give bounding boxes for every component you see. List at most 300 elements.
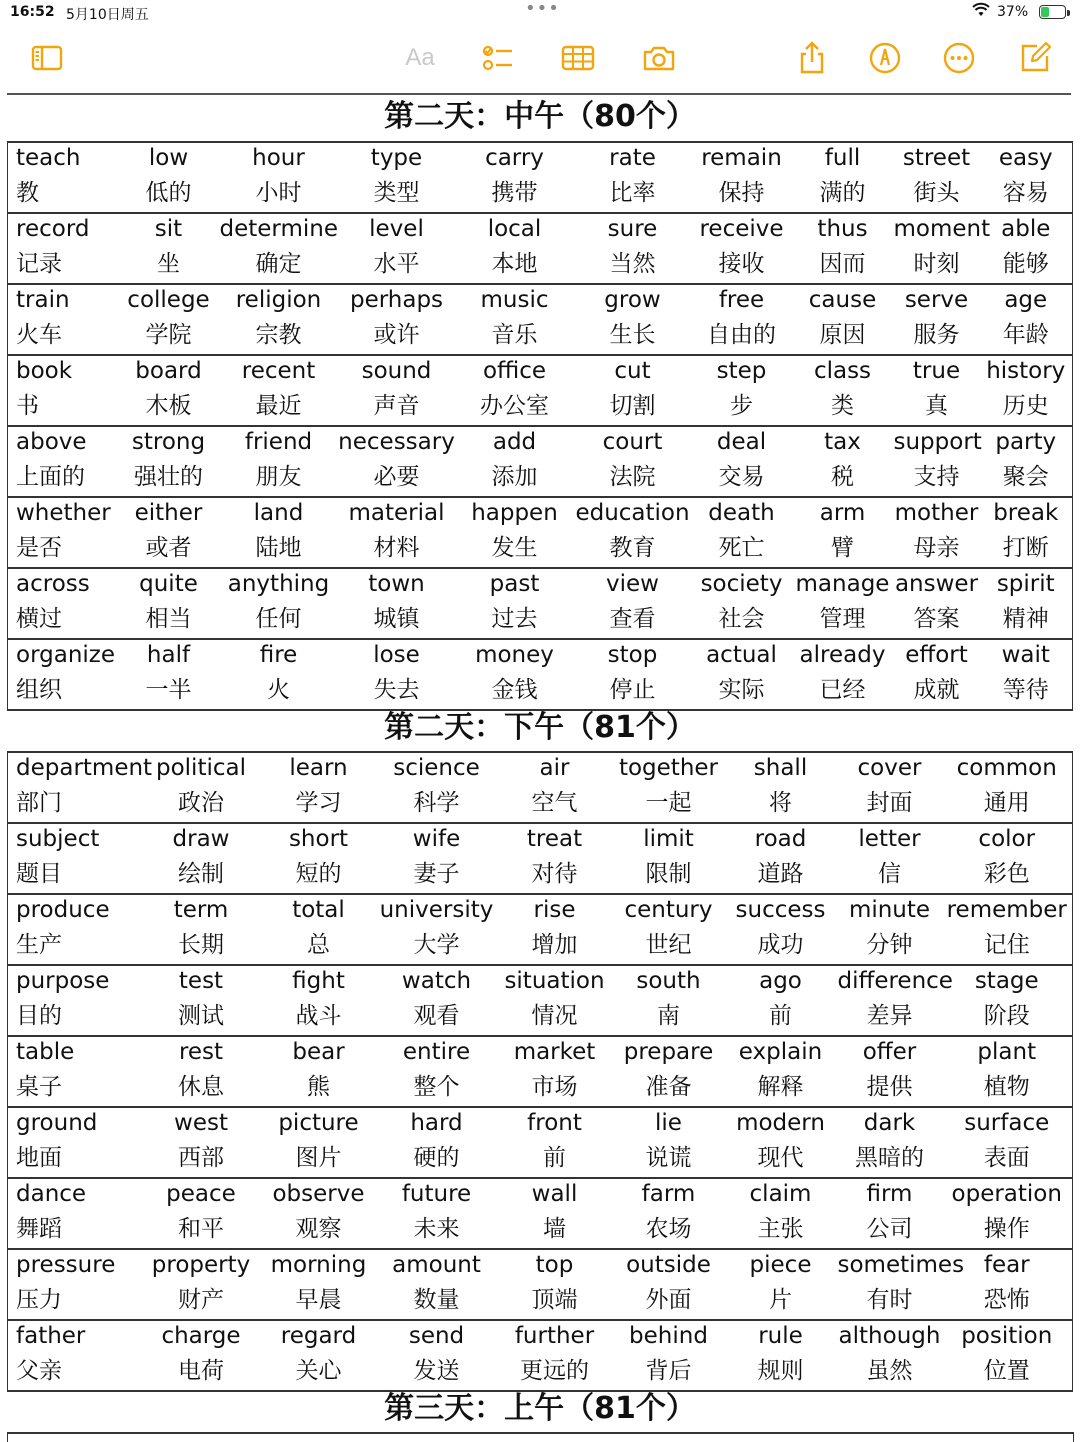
word-cell — [118, 142, 220, 213]
english-word: although — [838, 1323, 941, 1349]
english-word: college — [127, 287, 210, 313]
chinese-meaning: 低的 — [145, 180, 192, 206]
word-cell — [614, 752, 724, 823]
chinese-meaning: 封面 — [866, 790, 913, 816]
chinese-meaning: 世纪 — [645, 932, 692, 958]
word-cell — [692, 213, 792, 284]
chinese-meaning: 强壮的 — [134, 464, 203, 490]
word-cell — [496, 965, 614, 1036]
english-word: true — [912, 358, 961, 384]
english-word: tax — [824, 429, 861, 455]
word-cell — [143, 894, 260, 965]
table-row — [8, 752, 1073, 823]
chinese-meaning: 分钟 — [866, 932, 913, 958]
word-cell — [838, 752, 942, 823]
chinese-meaning: 关心 — [295, 1358, 342, 1384]
word-cell — [837, 1249, 965, 1320]
word-cell — [574, 142, 692, 213]
word-cell — [894, 426, 980, 497]
english-word: free — [718, 287, 765, 313]
word-cell — [143, 752, 260, 823]
english-word: receive — [699, 216, 784, 242]
chinese-meaning: 恐怖 — [983, 1287, 1030, 1313]
chinese-meaning: 切割 — [609, 393, 656, 419]
chinese-meaning: 操作 — [983, 1216, 1030, 1242]
english-word: air — [539, 755, 570, 781]
word-cell — [220, 639, 338, 710]
english-word: rule — [758, 1323, 803, 1349]
chinese-meaning: 西部 — [178, 1145, 224, 1171]
english-word: hour — [252, 145, 305, 171]
word-cell — [792, 142, 894, 213]
english-word: street — [902, 145, 971, 171]
english-word: piece — [749, 1252, 812, 1278]
chinese-meaning: 实际 — [718, 677, 765, 703]
english-word: cover — [857, 755, 922, 781]
chinese-meaning: 木板 — [145, 393, 192, 419]
chinese-meaning: 母亲 — [913, 535, 960, 561]
english-word: court — [602, 429, 663, 455]
word-cell — [980, 213, 1073, 284]
chinese-meaning: 一半 — [145, 677, 192, 703]
chinese-meaning: 整个 — [413, 1074, 460, 1100]
word-cell — [837, 965, 953, 1036]
chinese-meaning: 部门 — [16, 790, 62, 816]
chinese-meaning: 组织 — [16, 677, 62, 703]
word-cell — [143, 1249, 260, 1320]
chinese-meaning: 和平 — [178, 1216, 224, 1242]
word-cell — [118, 568, 220, 639]
word-cell — [8, 752, 153, 823]
chinese-meaning: 有时 — [866, 1287, 913, 1313]
chinese-meaning: 或许 — [373, 322, 420, 348]
multitasking-dots-icon[interactable]: ••• — [525, 0, 560, 19]
word-cell — [118, 426, 220, 497]
word-cell — [614, 1249, 724, 1320]
english-word: deal — [716, 429, 767, 455]
english-word: together — [618, 755, 719, 781]
english-word: friend — [244, 429, 313, 455]
chinese-meaning: 携带 — [491, 180, 538, 206]
chinese-meaning: 虽然 — [866, 1358, 913, 1384]
word-cell — [143, 1036, 260, 1107]
english-word: fight — [292, 968, 345, 994]
word-cell — [220, 213, 338, 284]
word-cell — [942, 894, 1073, 965]
english-word: view — [606, 571, 659, 597]
section-title: 第二天：中午（80个） — [384, 99, 696, 134]
chinese-meaning: 妻子 — [413, 861, 460, 887]
chinese-meaning: 年龄 — [1002, 322, 1049, 348]
sidebar-icon[interactable] — [22, 36, 72, 80]
word-cell — [692, 284, 792, 355]
chinese-meaning: 测试 — [178, 1003, 224, 1029]
english-word: organize — [16, 642, 116, 668]
chinese-meaning: 步 — [730, 393, 753, 419]
word-cell — [894, 355, 980, 426]
chinese-meaning: 服务 — [913, 322, 960, 348]
word-cell — [838, 1107, 942, 1178]
chinese-meaning: 支持 — [913, 464, 960, 490]
chinese-meaning: 长期 — [178, 932, 224, 958]
word-cell — [8, 426, 118, 497]
chinese-meaning: 接收 — [718, 251, 765, 277]
table-row — [8, 1036, 1073, 1107]
english-word: answer — [894, 571, 979, 597]
english-word: letter — [858, 826, 921, 852]
word-cell — [980, 284, 1073, 355]
chinese-meaning: 火 — [267, 677, 290, 703]
word-cell — [260, 1178, 378, 1249]
word-cell — [692, 497, 792, 568]
word-cell — [8, 894, 143, 965]
chinese-meaning: 限制 — [645, 861, 692, 887]
chinese-meaning: 墙 — [543, 1216, 566, 1242]
word-cell — [8, 568, 118, 639]
word-cell — [724, 752, 838, 823]
chinese-meaning: 社会 — [718, 606, 765, 632]
word-cell — [838, 823, 942, 894]
table-row — [8, 639, 1073, 710]
share-icon[interactable] — [787, 36, 837, 80]
chinese-meaning: 自由的 — [707, 322, 776, 348]
chinese-meaning: 一起 — [645, 790, 692, 816]
chinese-meaning: 聚会 — [1002, 464, 1049, 490]
chinese-meaning: 财产 — [178, 1287, 224, 1313]
english-word: south — [636, 968, 701, 994]
chinese-meaning: 绘制 — [178, 861, 224, 887]
english-word: purpose — [16, 968, 110, 994]
chinese-meaning: 外面 — [645, 1287, 692, 1313]
word-cell — [894, 284, 980, 355]
chinese-meaning: 表面 — [983, 1145, 1030, 1171]
english-word: subject — [16, 826, 100, 852]
word-cell — [980, 426, 1073, 497]
chinese-meaning: 阶段 — [983, 1003, 1030, 1029]
chinese-meaning: 成功 — [757, 932, 804, 958]
english-word: sit — [154, 216, 183, 242]
word-cell — [692, 568, 792, 639]
english-word: music — [480, 287, 549, 313]
word-cell — [942, 965, 1073, 1036]
word-cell — [724, 823, 838, 894]
english-word: observe — [272, 1181, 365, 1207]
english-word: step — [716, 358, 767, 384]
english-word: amount — [392, 1252, 481, 1278]
english-word: university — [379, 897, 494, 923]
section-title: 第三天：上午（81个） — [384, 1391, 696, 1426]
table-row — [8, 142, 1073, 213]
english-word: death — [708, 500, 775, 526]
word-cell — [260, 965, 378, 1036]
table-icon[interactable] — [553, 36, 603, 80]
word-table-noon — [7, 141, 1073, 711]
chinese-meaning: 书 — [16, 393, 39, 419]
chinese-meaning: 学院 — [145, 322, 192, 348]
word-cell — [378, 894, 496, 965]
chinese-meaning: 短的 — [295, 861, 342, 887]
word-cell — [260, 894, 378, 965]
english-word: money — [475, 642, 554, 668]
chinese-meaning: 坐 — [157, 251, 180, 277]
word-cell — [496, 1178, 614, 1249]
chinese-meaning: 提供 — [866, 1074, 913, 1100]
english-word: science — [393, 755, 480, 781]
word-cell — [456, 142, 574, 213]
english-word: entire — [402, 1039, 471, 1065]
english-word: explain — [738, 1039, 823, 1065]
chinese-meaning: 压力 — [16, 1287, 62, 1313]
english-word: century — [624, 897, 713, 923]
english-word: success — [735, 897, 826, 923]
chinese-meaning: 死亡 — [718, 535, 765, 561]
chinese-meaning: 必要 — [373, 464, 420, 490]
chinese-meaning: 因而 — [819, 251, 866, 277]
word-cell — [838, 1320, 942, 1391]
english-word: behind — [629, 1323, 708, 1349]
chinese-meaning: 发生 — [491, 535, 538, 561]
table-row — [8, 1107, 1073, 1178]
english-word: across — [16, 571, 90, 597]
word-cell — [496, 1249, 614, 1320]
word-cell — [143, 965, 260, 1036]
english-word: send — [408, 1323, 465, 1349]
english-word: term — [173, 897, 229, 923]
english-word: full — [824, 145, 861, 171]
english-word: land — [253, 500, 304, 526]
english-word: difference — [837, 968, 953, 994]
chinese-meaning: 黑暗的 — [855, 1145, 924, 1171]
chinese-meaning: 真 — [925, 393, 948, 419]
word-cell — [980, 639, 1073, 710]
chinese-meaning: 答案 — [913, 606, 960, 632]
chinese-meaning: 说谎 — [645, 1145, 692, 1171]
english-word: father — [16, 1323, 86, 1349]
word-cell — [220, 568, 338, 639]
word-cell — [692, 142, 792, 213]
notes-toolbar — [0, 28, 1080, 94]
word-cell — [118, 284, 220, 355]
checklist-icon[interactable] — [473, 36, 523, 80]
english-word: treat — [526, 826, 583, 852]
english-word: mother — [894, 500, 979, 526]
chinese-meaning: 题目 — [16, 861, 62, 887]
chinese-meaning: 相当 — [145, 606, 192, 632]
wifi-icon — [972, 3, 990, 21]
english-word: department — [16, 755, 153, 781]
word-cell — [456, 568, 574, 639]
word-cell — [260, 1107, 378, 1178]
english-word: cause — [808, 287, 877, 313]
word-cell — [8, 823, 143, 894]
english-word: manage — [795, 571, 890, 597]
word-cell — [614, 894, 724, 965]
english-word: grow — [604, 287, 661, 313]
english-word: either — [134, 500, 203, 526]
chinese-meaning: 顶端 — [531, 1287, 578, 1313]
english-word: add — [492, 429, 537, 455]
english-word: past — [489, 571, 540, 597]
word-cell — [724, 965, 838, 1036]
english-word: political — [156, 755, 246, 781]
word-cell — [894, 568, 980, 639]
word-cell — [260, 1036, 378, 1107]
chinese-meaning: 观看 — [413, 1003, 460, 1029]
word-cell — [496, 1107, 614, 1178]
word-cell — [792, 213, 894, 284]
english-word: color — [978, 826, 1036, 852]
word-cell — [894, 142, 980, 213]
chinese-meaning: 科学 — [413, 790, 460, 816]
word-cell — [792, 639, 894, 710]
english-word: age — [1004, 287, 1048, 313]
battery-percent: 37% — [997, 4, 1029, 20]
word-cell — [614, 1036, 724, 1107]
chinese-meaning: 更远的 — [520, 1358, 589, 1384]
word-cell — [143, 1178, 260, 1249]
english-word: easy — [998, 145, 1053, 171]
english-word: sound — [361, 358, 432, 384]
chinese-meaning: 材料 — [373, 535, 420, 561]
english-word: low — [148, 145, 189, 171]
word-cell — [338, 355, 456, 426]
chinese-meaning: 对待 — [531, 861, 578, 887]
word-cell — [8, 1320, 143, 1391]
chinese-meaning: 宗教 — [255, 322, 302, 348]
chinese-meaning: 臂 — [831, 535, 854, 561]
english-word: moment — [893, 216, 991, 242]
word-cell — [574, 497, 692, 568]
chinese-meaning: 增加 — [531, 932, 578, 958]
english-word: ago — [759, 968, 802, 994]
chinese-meaning: 添加 — [491, 464, 538, 490]
english-word: ground — [16, 1110, 98, 1136]
word-cell — [792, 355, 894, 426]
english-word: outside — [626, 1252, 711, 1278]
word-cell — [378, 1249, 496, 1320]
english-word: whether — [16, 500, 111, 526]
table-row — [8, 355, 1073, 426]
english-word: wife — [412, 826, 461, 852]
compose-icon[interactable] — [1010, 36, 1060, 80]
chinese-meaning: 将 — [769, 790, 792, 816]
english-word: road — [754, 826, 807, 852]
english-word: above — [16, 429, 87, 455]
chinese-meaning: 公司 — [866, 1216, 913, 1242]
word-cell — [220, 284, 338, 355]
english-word: lie — [655, 1110, 682, 1136]
english-word: future — [401, 1181, 472, 1207]
word-cell — [8, 1178, 143, 1249]
more-icon[interactable] — [934, 36, 984, 80]
word-cell — [942, 1249, 1073, 1320]
english-word: society — [700, 571, 783, 597]
word-cell — [118, 213, 220, 284]
chinese-meaning: 火车 — [16, 322, 62, 348]
word-cell — [456, 213, 574, 284]
chinese-meaning: 南 — [657, 1003, 680, 1029]
chinese-meaning: 植物 — [983, 1074, 1030, 1100]
chinese-meaning: 容易 — [1002, 180, 1049, 206]
english-word: produce — [16, 897, 110, 923]
english-word: spirit — [996, 571, 1055, 597]
english-word: west — [174, 1110, 228, 1136]
chinese-meaning: 通用 — [983, 790, 1030, 816]
word-cell — [456, 284, 574, 355]
status-bar — [0, 0, 1080, 28]
english-word: learn — [289, 755, 348, 781]
word-cell — [496, 1036, 614, 1107]
chinese-meaning: 学习 — [295, 790, 342, 816]
chinese-meaning: 办公室 — [480, 393, 549, 419]
chinese-meaning: 地面 — [16, 1145, 62, 1171]
camera-icon[interactable] — [634, 36, 684, 80]
chinese-meaning: 观察 — [295, 1216, 342, 1242]
english-word: recent — [241, 358, 316, 384]
chinese-meaning: 打断 — [1002, 535, 1049, 561]
word-cell — [614, 1178, 724, 1249]
table-row — [8, 965, 1073, 1036]
word-cell — [8, 1107, 143, 1178]
chinese-meaning: 税 — [831, 464, 854, 490]
status-date: 5月10日周五 — [66, 7, 149, 23]
chinese-meaning: 早晨 — [295, 1287, 342, 1313]
chinese-meaning: 彩色 — [983, 861, 1030, 887]
word-cell — [378, 1107, 496, 1178]
english-word: wall — [531, 1181, 578, 1207]
english-word: modern — [736, 1110, 825, 1136]
word-cell — [8, 1036, 143, 1107]
battery-icon — [1039, 5, 1066, 19]
chinese-meaning: 市场 — [531, 1074, 578, 1100]
markup-pen-icon[interactable] — [860, 36, 910, 80]
english-word: top — [535, 1252, 574, 1278]
font-format-button[interactable] — [395, 36, 445, 80]
word-cell — [614, 1320, 724, 1391]
english-word: firm — [866, 1181, 913, 1207]
chinese-meaning: 教 — [16, 180, 39, 206]
english-word: fear — [983, 1252, 1030, 1278]
word-cell — [118, 355, 220, 426]
word-cell — [496, 823, 614, 894]
section-title: 第二天：下午（81个） — [384, 710, 696, 745]
word-cell — [692, 355, 792, 426]
word-cell — [942, 1178, 1073, 1249]
chinese-meaning: 横过 — [16, 606, 62, 632]
table-row — [8, 213, 1073, 284]
chinese-meaning: 交易 — [718, 464, 765, 490]
word-cell — [692, 639, 792, 710]
chinese-meaning: 历史 — [1002, 393, 1049, 419]
word-cell — [838, 1036, 942, 1107]
english-word: party — [995, 429, 1057, 455]
english-word: board — [135, 358, 202, 384]
word-cell — [378, 1036, 496, 1107]
word-cell — [724, 1036, 838, 1107]
word-cell — [942, 823, 1073, 894]
chinese-meaning: 水平 — [373, 251, 420, 277]
word-cell — [8, 1249, 143, 1320]
english-word: rise — [533, 897, 576, 923]
english-word: plant — [977, 1039, 1037, 1065]
english-word: remain — [701, 145, 782, 171]
chinese-meaning: 街头 — [913, 180, 960, 206]
english-word: peace — [166, 1181, 236, 1207]
english-word: carry — [485, 145, 544, 171]
chinese-meaning: 规则 — [757, 1358, 804, 1384]
word-cell — [378, 1178, 496, 1249]
word-cell — [220, 497, 338, 568]
